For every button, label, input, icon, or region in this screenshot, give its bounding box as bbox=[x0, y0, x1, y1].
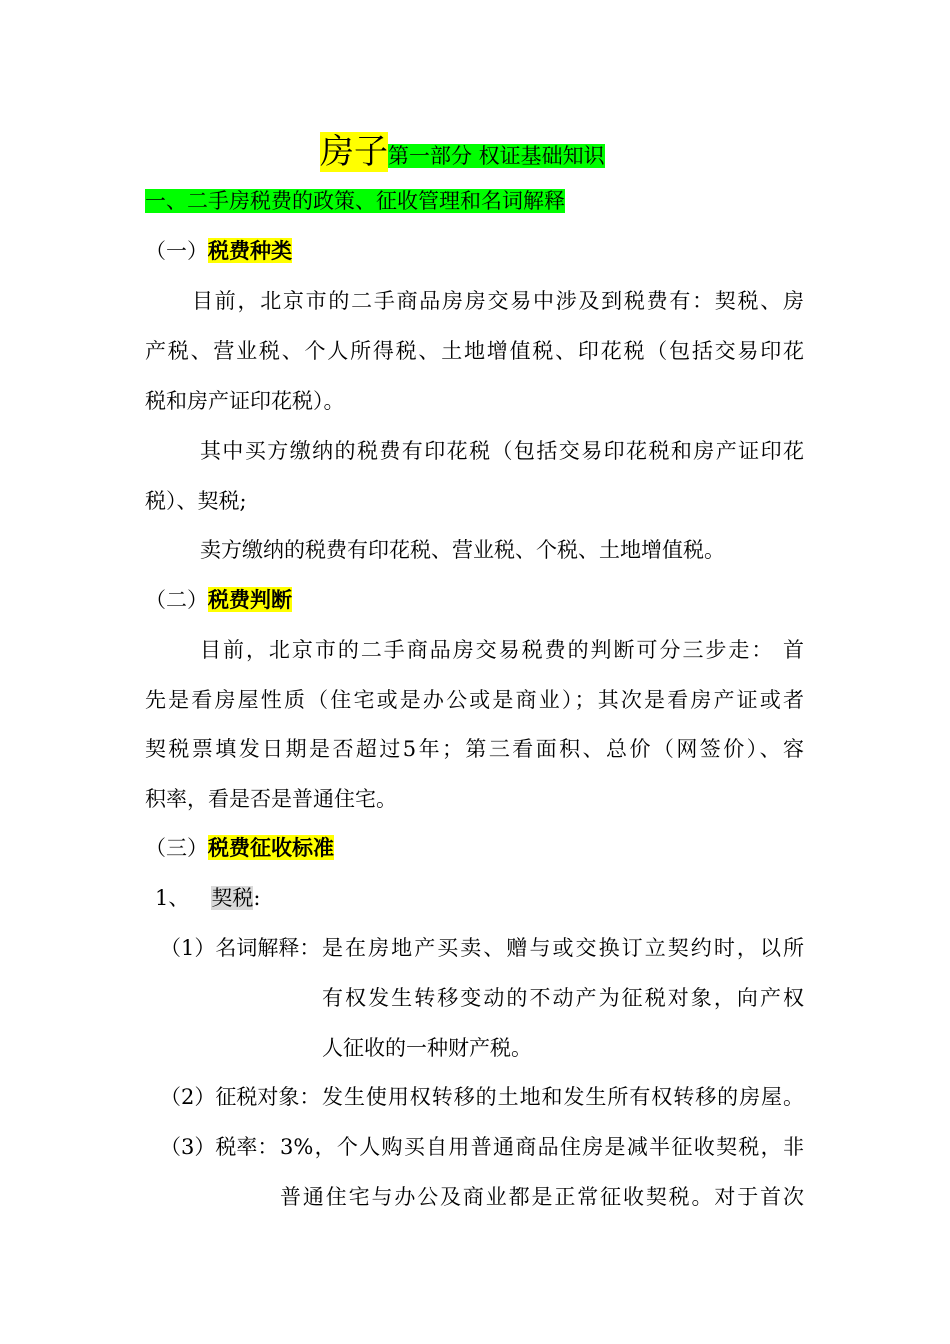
definition-label: （2）征税对象： bbox=[160, 1085, 321, 1109]
section-heading bbox=[145, 187, 565, 215]
paragraph-line: 税和房产证印花税）。 bbox=[145, 389, 345, 413]
definition-line: 人征收的一种财产税。 bbox=[322, 1036, 532, 1060]
subsection-heading-2 bbox=[145, 586, 292, 614]
definition-line: 发生使用权转移的土地和发生所有权转移的房屋。 bbox=[322, 1085, 804, 1109]
list-item-label: 契税 bbox=[211, 886, 254, 910]
section-heading-text: 一、二手房税费的政策、征收管理和名词解释 bbox=[145, 189, 565, 213]
paragraph-line: 目前，北京市的二手商品房房交易中涉及到税费有：契税、房 bbox=[192, 289, 804, 313]
definition-line: 是在房地产买卖、赠与或交换订立契约时，以所 bbox=[322, 936, 804, 960]
subsection-label: 税费征收标准 bbox=[208, 835, 334, 860]
paragraph-line: 先是看房屋性质（住宅或是办公或是商业）；其次是看房产证或者 bbox=[145, 688, 804, 712]
subsection-heading-3 bbox=[145, 834, 334, 862]
paragraph-line: 其中买方缴纳的税费有印花税（包括交易印花税和房产证印花 bbox=[200, 439, 804, 463]
subsection-label: 税费判断 bbox=[208, 587, 292, 612]
title-rest: 第一部分 权证基础知识 bbox=[388, 144, 605, 168]
list-item-colon: : bbox=[253, 886, 261, 910]
paragraph-line: 目前，北京市的二手商品房交易税费的判断可分三步走： 首 bbox=[200, 638, 804, 662]
definition-line: 有权发生转移变动的不动产为征税对象，向产权 bbox=[322, 986, 804, 1010]
paragraph-line: 产税、营业税、个人所得税、土地增值税、印花税（包括交易印花 bbox=[145, 339, 804, 363]
list-item-heading bbox=[155, 884, 260, 912]
subsection-label: 税费种类 bbox=[208, 238, 292, 263]
subsection-prefix: （二） bbox=[145, 588, 208, 612]
subsection-prefix: （一） bbox=[145, 239, 208, 263]
list-item-number: 1、 bbox=[155, 886, 190, 910]
paragraph-line: 积率，看是否是普通住宅。 bbox=[145, 787, 397, 811]
paragraph-line: 契税票填发日期是否超过5年；第三看面积、总价（网签价）、容 bbox=[145, 737, 804, 761]
definition-line: 普通住宅与办公及商业都是正常征收契税。对于首次 bbox=[280, 1185, 804, 1209]
paragraph-line: 税）、契税; bbox=[145, 489, 247, 513]
paragraph-line: 卖方缴纳的税费有印花税、营业税、个税、土地增值税。 bbox=[200, 538, 725, 562]
subsection-heading-1 bbox=[145, 237, 292, 265]
definition-label: （1）名词解释： bbox=[160, 936, 321, 960]
definition-line: 3%，个人购买自用普通商品住房是减半征收契税，非 bbox=[280, 1135, 804, 1159]
title-highlight-word: 房子 bbox=[320, 132, 388, 172]
definition-label: （3）税率： bbox=[160, 1135, 279, 1159]
subsection-prefix: （三） bbox=[145, 836, 208, 860]
page-title bbox=[320, 132, 605, 176]
